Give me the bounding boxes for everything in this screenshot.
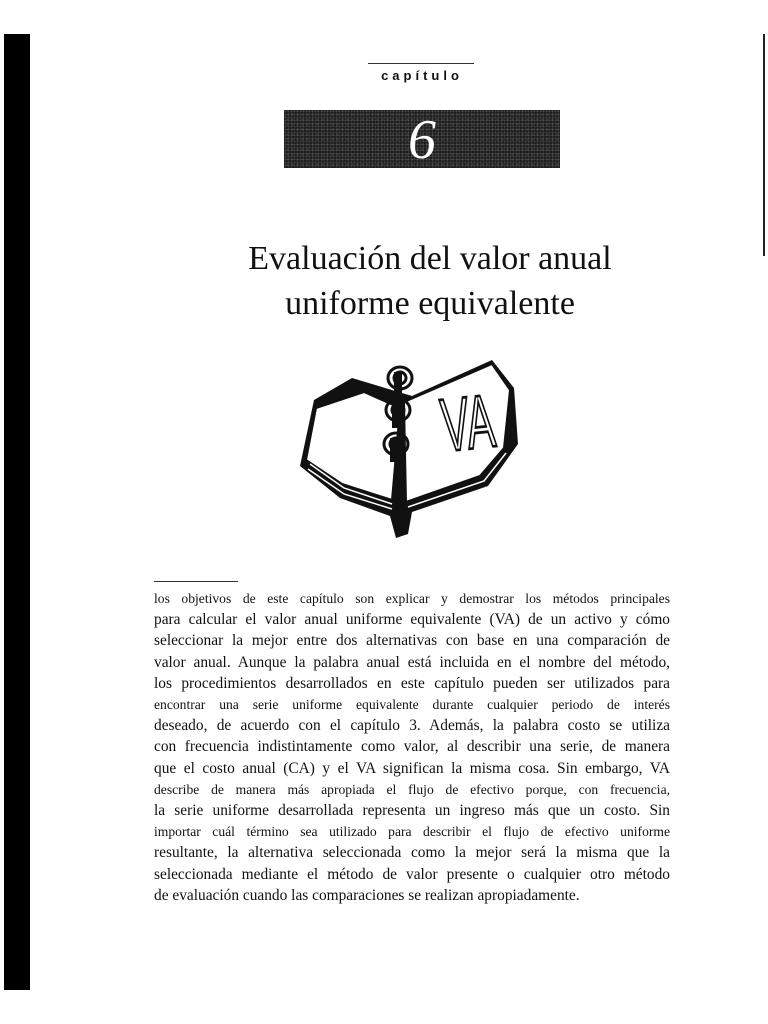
intro-line: valor anual. Aunque la palabra anual está incluida en el nombre del método, [154, 653, 670, 671]
intro-line: los objetivos de este capítulo son explicar y demostrar los métodos principales [154, 591, 670, 606]
intro-line: la serie uniforme desarrollada representa un ingreso más que un costo. Sin [154, 802, 670, 820]
chapter-title-line-2: uniforme equivalente [285, 285, 575, 322]
intro-line: importar cuál término sea utilizado para describir el flujo de efectivo uniforme [154, 824, 670, 840]
intro-line: de evaluación cuando las comparaciones se realizan apropiadamente. [154, 886, 580, 904]
intro-line: seleccionar la mejor entre dos alternativas con base en una comparación de [154, 632, 670, 650]
page-binding-shadow [4, 34, 30, 990]
intro-line: describe de manera más apropiada el flujo de efectivo porque, con frecuencia, [154, 781, 670, 797]
notebook-va-lettering: VA [437, 378, 499, 468]
intro-line: los procedimientos desarrollados en este capítulo pueden ser utilizados para [154, 674, 670, 692]
chapter-label: capítulo [381, 68, 463, 83]
chapter-title-line-1: Evaluación del valor anual [248, 240, 612, 277]
intro-line: deseado, de acuerdo con el capítulo 3. Además, la palabra costo se utiliza [154, 717, 670, 735]
chapter-number: 6 [408, 109, 436, 171]
chapter-intro-paragraph [154, 588, 670, 906]
intro-line: seleccionada mediante el método de valor presente o cualquier otro método [154, 865, 670, 883]
intro-line: para calcular el valor anual uniforme equivalente (VA) de un activo y cómo [154, 611, 670, 629]
intro-line: que el costo anual (CA) y el VA significan la misma cosa. Sin embargo, VA [154, 759, 670, 777]
page-edge-line [763, 34, 765, 256]
spiral-notebook-icon [292, 348, 522, 538]
chapter-number-box [284, 109, 560, 171]
intro-line: resultante, la alternativa seleccionada como la mejor será la misma que la [154, 844, 670, 862]
intro-rule [154, 581, 238, 582]
chapter-title [180, 236, 680, 326]
chapter-label-rule [368, 63, 474, 64]
intro-line: encontrar una serie uniforme equivalente durante cualquier periodo de interés [154, 697, 670, 713]
intro-line: con frecuencia indistintamente como valor, al describir una serie, de manera [154, 738, 670, 756]
